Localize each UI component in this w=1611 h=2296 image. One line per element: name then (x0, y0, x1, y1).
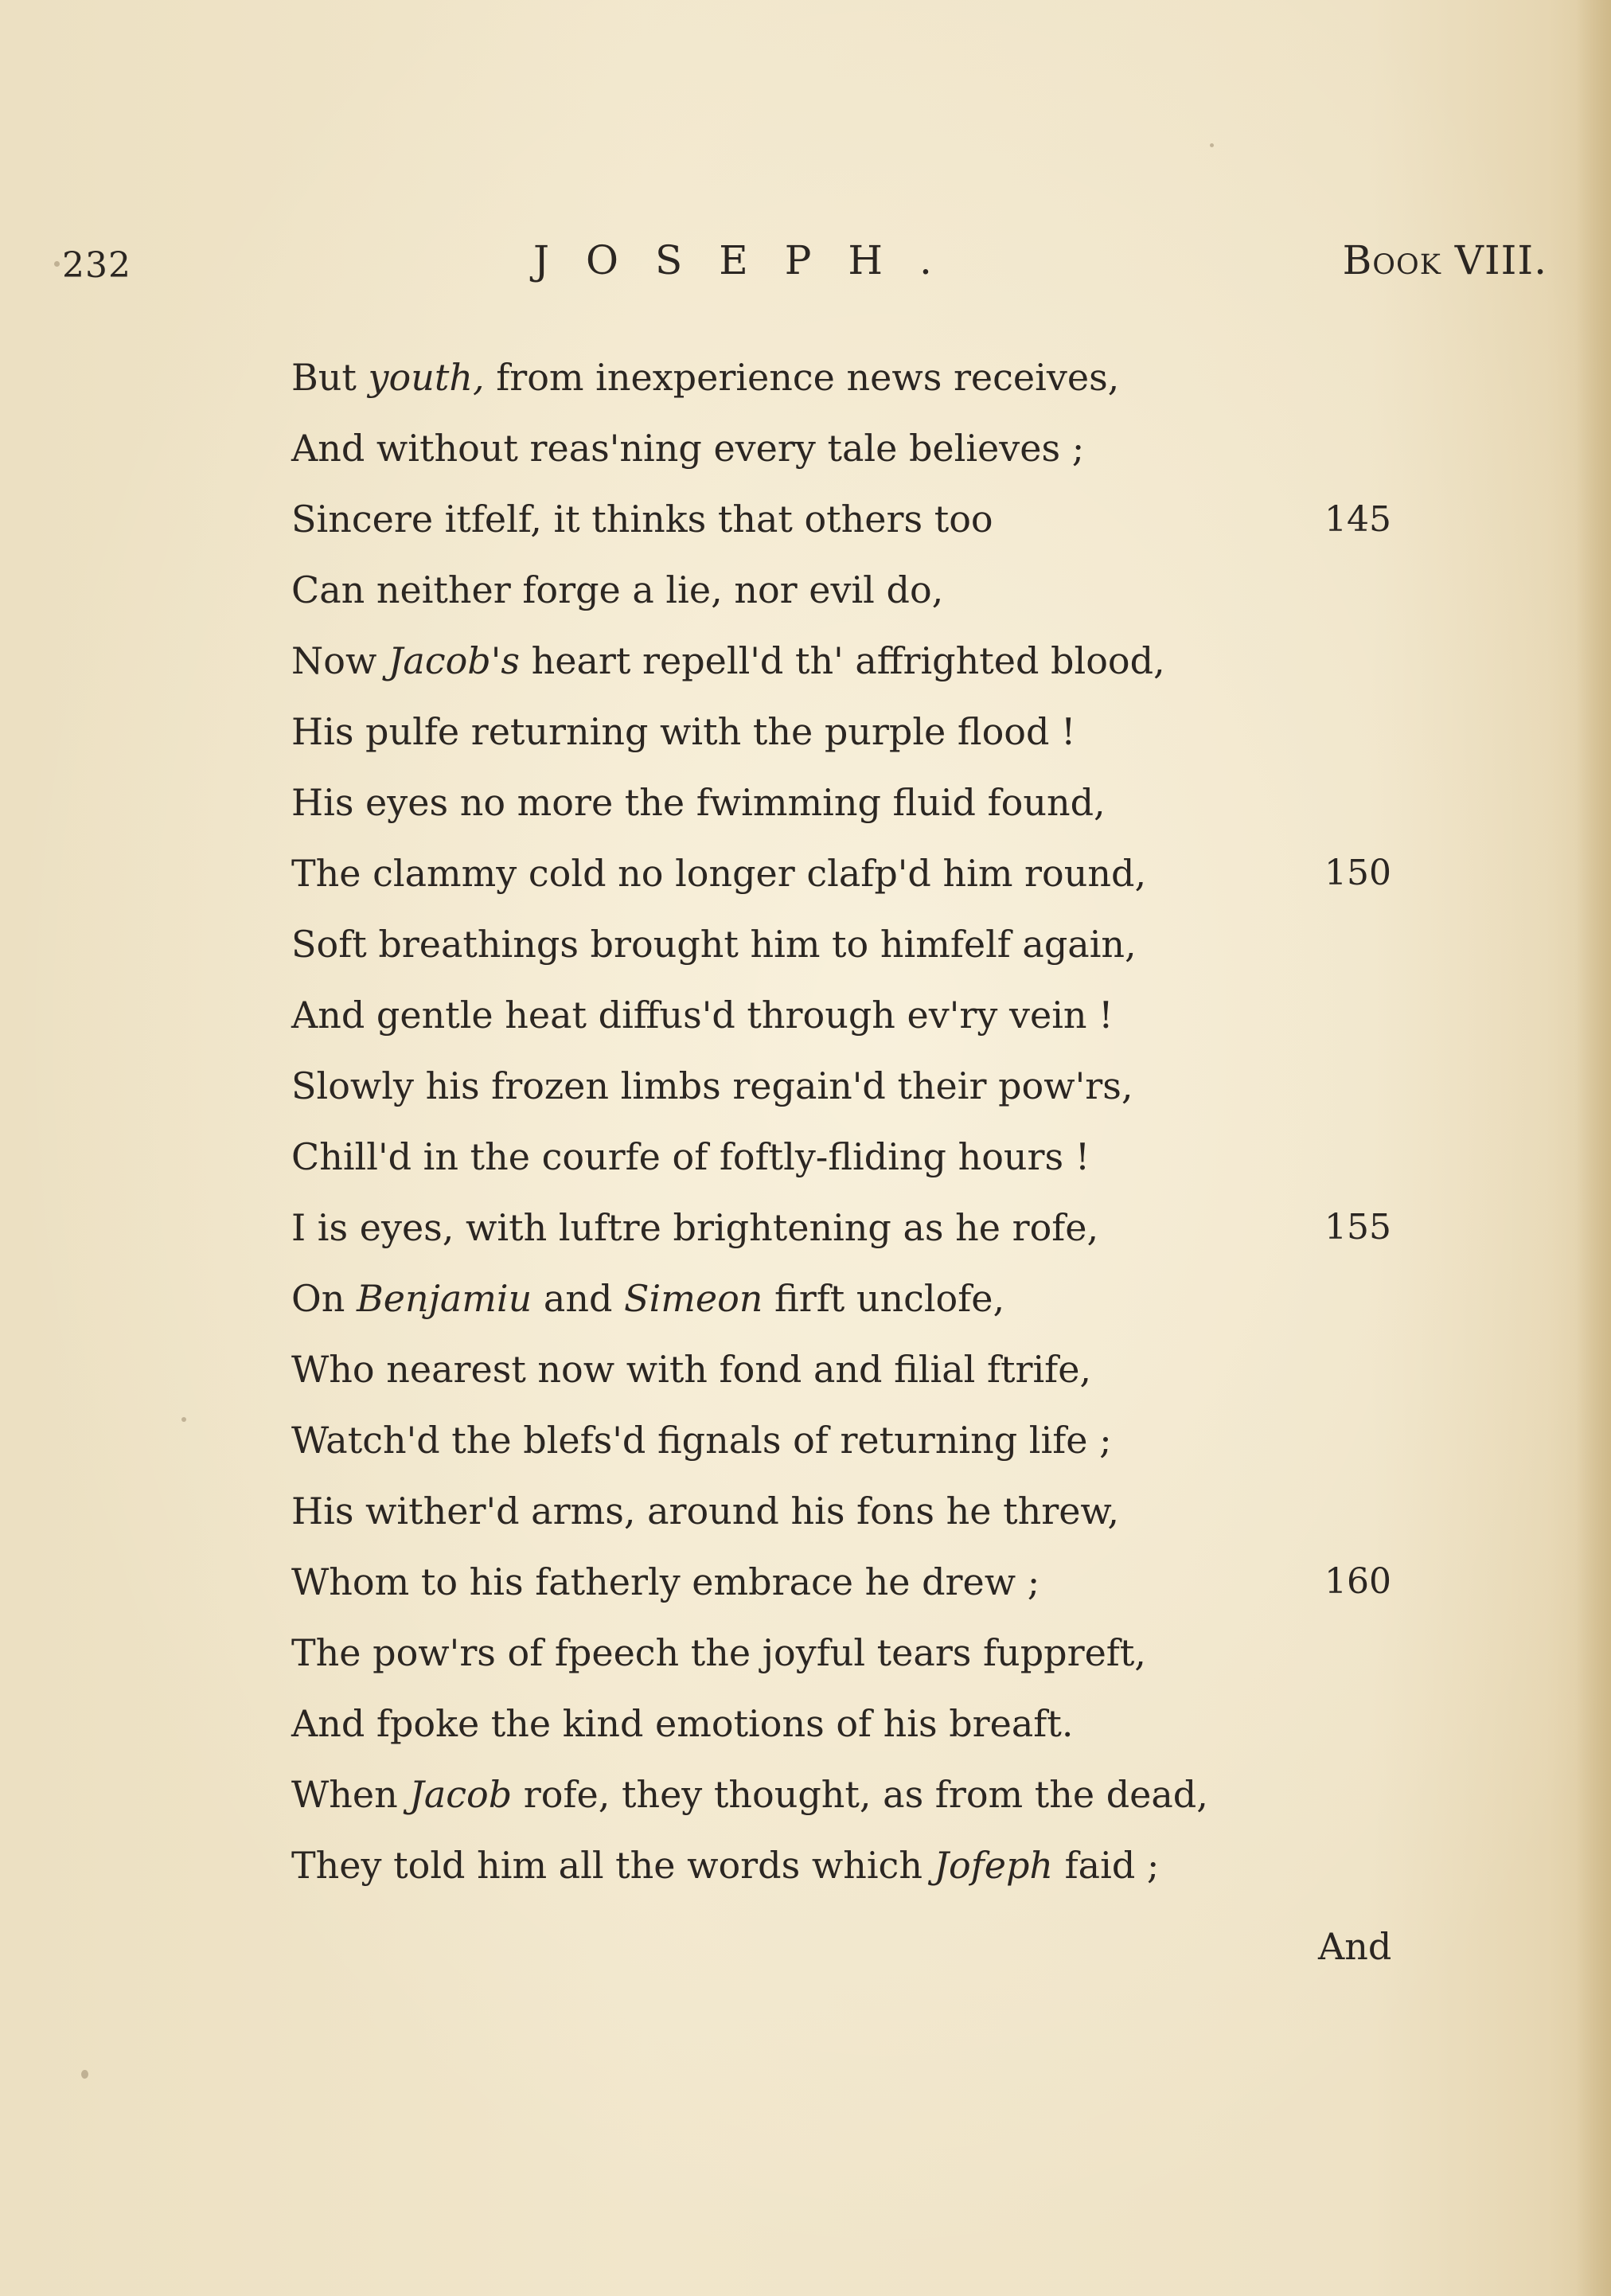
page-edge-shadow (1576, 0, 1611, 2296)
verse-line: His eyes no more the fwimming fluid found, (291, 781, 1106, 824)
line-number-155: 155 (1324, 1207, 1391, 1248)
verse-line: The clammy cold no longer clafp'd him round, (291, 852, 1147, 895)
book-label: Book VIII. (1342, 237, 1547, 283)
verse-line: And fpoke the kind emotions of his breaft. (291, 1702, 1074, 1745)
line-number-145: 145 (1324, 499, 1391, 540)
verse-line: Whom to his fatherly embrace he drew ; (291, 1560, 1040, 1603)
verse-line: Sincere itfelf, it thinks that others too (291, 498, 993, 541)
page-number: 232 (62, 245, 131, 286)
verse-line: The pow'rs of fpeech the joyful tears fuppreft, (291, 1631, 1146, 1674)
paper-speck (81, 2070, 88, 2079)
verse-line: But youth, from inexperience news receives, (291, 356, 1120, 399)
verse-line: And without reas'ning every tale believes ; (291, 427, 1085, 470)
verse-line: Watch'd the blefs'd fignals of returning life ; (291, 1419, 1112, 1462)
paper-speck (54, 261, 60, 267)
line-number-160: 160 (1324, 1561, 1391, 1602)
verse-line: When Jacob rofe, they thought, as from the dead, (291, 1773, 1208, 1816)
verse-line: They told him all the words which Jofeph faid ; (291, 1844, 1160, 1887)
paper-speck (1210, 143, 1214, 147)
verse-line: His pulfe returning with the purple flood ! (291, 710, 1076, 753)
verse-line: I is eyes, with luftre brightening as he rofe, (291, 1206, 1099, 1249)
paper-speck (181, 1417, 186, 1422)
page-header (0, 237, 1611, 293)
catchword: And (1318, 1925, 1392, 1968)
verse-line: Who nearest now with fond and filial ftrife, (291, 1348, 1092, 1391)
running-title: JOSEPH. (533, 237, 969, 283)
line-number-150: 150 (1324, 853, 1391, 893)
verse-line: Chill'd in the courfe of foftly-fliding hours ! (291, 1135, 1090, 1178)
verse-line: On Benjamiu and Simeon firft unclofe, (291, 1277, 1005, 1320)
poem-body (291, 342, 1326, 1901)
verse-line: Can neither forge a lie, nor evil do, (291, 568, 944, 611)
verse-line: Slowly his frozen limbs regain'd their pow'rs, (291, 1064, 1133, 1107)
verse-line: Soft breathings brought him to himfelf again, (291, 923, 1137, 966)
verse-line: His wither'd arms, around his fons he threw, (291, 1490, 1119, 1533)
verse-line: Now Jacob's heart repell'd th' affrighted blood, (291, 639, 1165, 682)
verse-line: And gentle heat diffus'd through ev'ry vein ! (291, 994, 1114, 1037)
